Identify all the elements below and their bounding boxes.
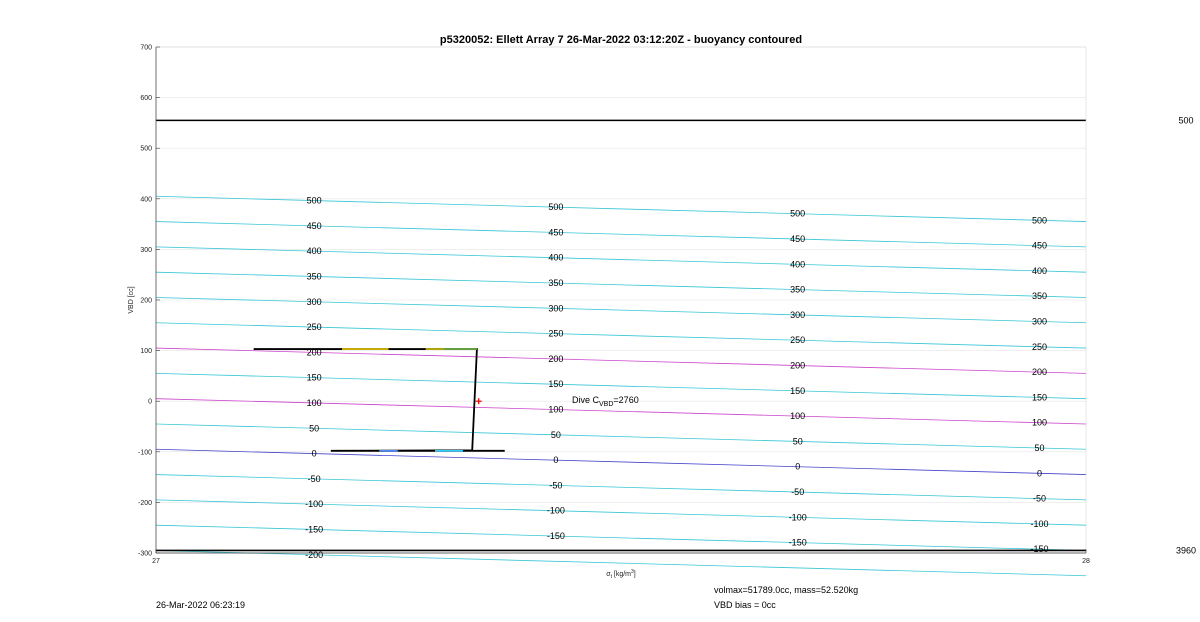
contour-label: -100 [788, 512, 807, 523]
x-tick-label: 27 [152, 558, 160, 565]
footer-date: 26-Mar-2022 06:23:19 [156, 600, 246, 610]
contour-line [156, 424, 1086, 449]
contour-label: 350 [790, 284, 806, 295]
contour-label: 150 [548, 379, 564, 390]
contour-label: 450 [548, 227, 564, 238]
y-axis-label: VBD [cc] [128, 286, 135, 314]
contour-label: 500 [1031, 215, 1048, 226]
data-series-line [254, 349, 505, 451]
contour-label: 0 [795, 461, 801, 472]
contour-line [156, 196, 1086, 221]
contour-label: -100 [546, 505, 565, 516]
contour-label: 250 [790, 335, 806, 346]
y-tick-label: 0 [148, 398, 152, 406]
contour-label: -50 [307, 473, 321, 484]
contour-label: 150 [306, 372, 322, 383]
contour-line [156, 449, 1086, 474]
contour-label: 450 [1031, 240, 1048, 251]
contour-label: -100 [305, 499, 324, 510]
contour-line [156, 348, 1086, 373]
contour-label: -150 [305, 524, 324, 535]
chart-title: p5320052: Ellett Array 7 26-Mar-2022 03:12:20Z - buoyancy contoured [439, 34, 803, 46]
contour-label: 100 [306, 397, 322, 408]
contour-line [156, 475, 1086, 500]
contour-label: 200 [306, 347, 322, 358]
contour-label: 50 [550, 429, 561, 440]
contour-line [156, 525, 1086, 550]
x-ticks [152, 549, 1090, 565]
footer-vbd-bias: VBD bias = 0cc [714, 600, 776, 610]
contour-label: 500 [306, 195, 322, 206]
contour-label: 300 [1031, 316, 1048, 327]
contour-label: 400 [1031, 265, 1048, 276]
dive-cvbd-label: Dive $C_{VBD}=2760$ [572, 395, 639, 408]
contour-label: 500 [790, 208, 806, 219]
contour-label: 300 [790, 309, 806, 320]
contour-label: 200 [548, 353, 564, 364]
y-tick-label: 500 [140, 145, 152, 153]
reference-lines [156, 115, 1196, 555]
y-tick-label: 100 [140, 348, 152, 356]
contour-label: 250 [1031, 341, 1048, 352]
contour-label: 0 [553, 455, 559, 466]
contour-line [156, 323, 1086, 348]
contour-label: 100 [548, 404, 564, 415]
contour-line [156, 247, 1086, 272]
y-tick-label: -200 [137, 499, 152, 507]
contour-line [156, 500, 1086, 525]
contour-line [156, 297, 1086, 322]
y-ticks [138, 45, 160, 558]
contour-label: 200 [1031, 367, 1048, 378]
y-tick-label: 200 [140, 297, 152, 305]
contour-label: 0 [311, 448, 317, 459]
grid [156, 47, 1086, 553]
contour-label: 350 [306, 271, 322, 282]
contour-label: 300 [548, 303, 564, 314]
contour-label: 100 [1031, 417, 1048, 428]
y-tick-label: 300 [140, 246, 152, 254]
contour-label: 150 [790, 385, 806, 396]
contour-label: 450 [790, 234, 806, 245]
reference-line-label: 500 [1178, 115, 1194, 126]
data-series [254, 349, 505, 451]
contour-label: 0 [1036, 468, 1043, 479]
contour-label: 50 [792, 436, 803, 447]
contour-label: 50 [1034, 443, 1045, 454]
contour-label: 500 [548, 202, 564, 213]
contour-label: -150 [546, 531, 565, 542]
contour-label: -150 [788, 537, 807, 548]
contour-label: 350 [1031, 291, 1048, 302]
contour-label: 350 [548, 278, 564, 289]
contour-label: 250 [306, 322, 322, 333]
y-tick-label: 400 [140, 196, 152, 204]
y-tick-label: -100 [137, 449, 152, 457]
contour-label: -100 [1030, 518, 1049, 529]
contour-label: 400 [548, 252, 564, 263]
contour-label: 50 [309, 423, 320, 434]
y-tick-label: 700 [140, 44, 152, 52]
contour-label: 400 [790, 259, 806, 270]
contour-label: -50 [549, 480, 563, 491]
contour-label: 300 [306, 296, 322, 307]
contour-label: 100 [790, 411, 806, 422]
x-tick-label: 28 [1082, 558, 1090, 565]
y-tick-label: -300 [137, 550, 152, 558]
contour-line [156, 272, 1086, 297]
contour-label: 200 [790, 360, 806, 371]
contour-lines [156, 196, 1086, 576]
footer-volmax: volmax=51789.0cc, mass=52.520kg [714, 585, 859, 595]
reference-line-label: 3960 [1175, 545, 1197, 556]
contour-label: 450 [306, 220, 322, 231]
contour-label: 250 [548, 328, 564, 339]
contour-label: -200 [305, 549, 324, 560]
x-axis-label: $\sigma_t$ $[kg/m^3]$ [606, 569, 636, 580]
contour-line [156, 222, 1086, 247]
contour-label: -50 [791, 487, 805, 498]
y-tick-label: 600 [140, 95, 152, 103]
contour-label: 400 [306, 246, 322, 257]
contour-label: -150 [1030, 544, 1049, 555]
contour-label: -50 [1032, 493, 1047, 504]
contour-labels [305, 196, 1048, 560]
contour-label: 150 [1031, 392, 1048, 403]
